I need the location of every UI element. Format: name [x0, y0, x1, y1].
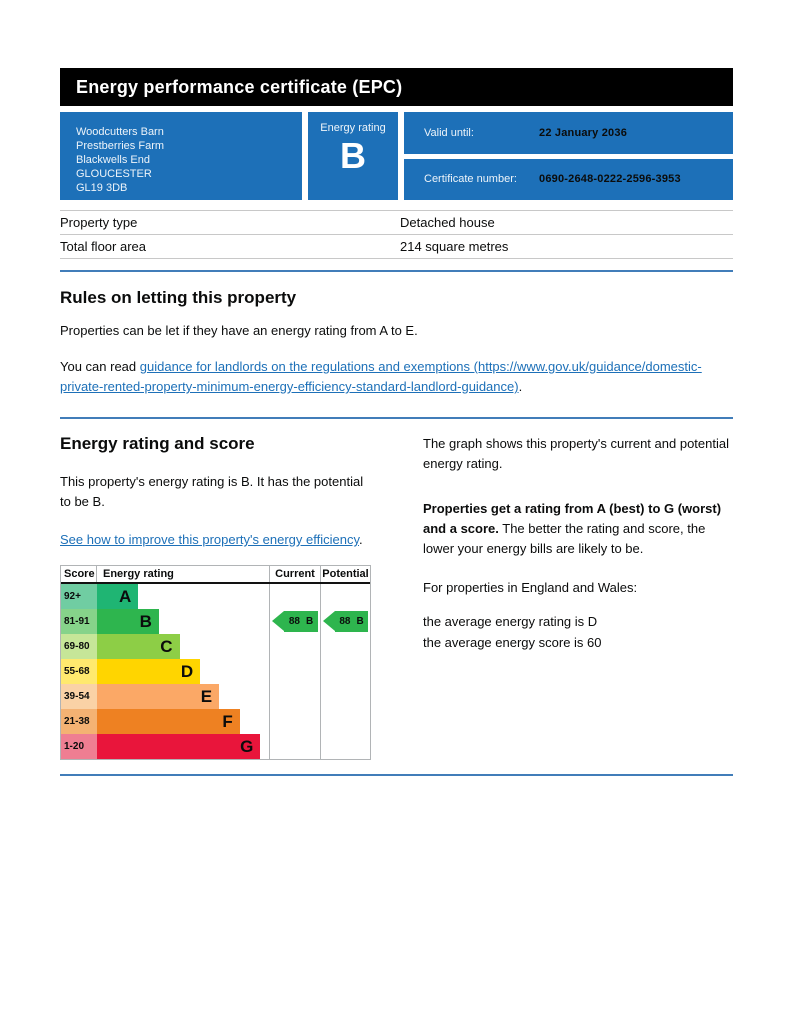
rules-section: [60, 288, 733, 397]
chart-header-energy-rating: Energy rating: [103, 568, 174, 580]
band-score-range: 92+: [61, 584, 97, 609]
potential-cell: [320, 709, 370, 734]
table-row: [60, 210, 733, 234]
potential-cell: [320, 634, 370, 659]
epc-rating-chart: [60, 565, 371, 760]
energy-rating-value: B: [340, 135, 366, 176]
average-score-line: the average energy score is 60: [423, 635, 602, 650]
band-letter: C: [160, 636, 173, 656]
address-line: Prestberries Farm: [76, 140, 165, 152]
band-bar-F: [97, 709, 240, 734]
floor-area-value: 214 square metres: [400, 239, 509, 254]
arrow-head-icon: [323, 611, 335, 631]
band-bar-cell: [97, 609, 269, 634]
band-score-range: 81-91: [61, 609, 97, 634]
current-cell: [269, 584, 320, 609]
band-bar-cell: [97, 734, 269, 759]
band-bar-B: [97, 609, 159, 634]
energy-rating-label: Energy rating: [320, 122, 386, 134]
valid-until-box: [404, 112, 733, 154]
band-bar-D: [97, 659, 200, 684]
improve-link-suffix: .: [358, 532, 363, 547]
section-divider: [60, 270, 733, 272]
arrow-letter: B: [356, 616, 364, 627]
rules-guidance-paragraph: [60, 357, 720, 397]
arrow-body: [284, 611, 318, 632]
band-bar-cell: [97, 659, 269, 684]
page-title: Energy performance certificate (EPC): [76, 76, 403, 97]
band-letter: A: [118, 586, 132, 606]
guidance-prefix: You can read: [60, 359, 140, 374]
improve-efficiency-link[interactable]: See how to improve this property's energy efficiency: [60, 532, 359, 547]
property-type-label: Property type: [60, 215, 138, 230]
chart-header-current: Current: [269, 566, 320, 582]
band-bar-cell: [97, 584, 269, 609]
epc-band-row-D: [61, 659, 370, 684]
rating-scale-bold: Properties get a rating from A (best) to G (worst) and a score.: [423, 501, 722, 536]
property-address-box: [60, 112, 302, 200]
section-divider: [60, 417, 733, 419]
energy-rating-box: [308, 112, 398, 200]
valid-until-value: 22 January 2036: [539, 126, 628, 139]
rules-paragraph: Properties can be let if they have an energy rating from A to E.: [60, 323, 418, 338]
average-figures: [423, 611, 733, 653]
band-score-range: 69-80: [61, 634, 97, 659]
arrow-score: 88: [339, 616, 351, 627]
address-line: GL19 3DB: [76, 182, 128, 194]
potential-cell: [320, 609, 370, 634]
current-cell: [269, 634, 320, 659]
arrow-letter: B: [305, 616, 314, 627]
average-rating-line: the average energy rating is D: [423, 614, 598, 629]
arrow-score: 88: [288, 616, 300, 627]
band-bar-C: [97, 634, 180, 659]
epc-band-row-B: [61, 609, 370, 634]
property-type-value: Detached house: [400, 215, 495, 230]
band-bar-E: [97, 684, 219, 709]
potential-cell: [320, 584, 370, 609]
band-score-range: 21-38: [61, 709, 97, 734]
band-letter: F: [222, 711, 233, 731]
arrow-body: [335, 611, 368, 632]
current-cell: [269, 684, 320, 709]
potential-cell: [320, 734, 370, 759]
current-cell: [269, 709, 320, 734]
band-letter: E: [200, 686, 213, 706]
rating-summary-paragraph: This property's energy rating is B. It has the potential to be B.: [60, 474, 364, 509]
landlord-guidance-link[interactable]: guidance for landlords on the regulations and exemptions (https://www.gov.uk/guidance/domestic-private-rented-property-minimum-energy-efficiency-standard-landlord-guidance): [60, 359, 702, 394]
certificate-title-bar: [60, 68, 733, 106]
rating-heading: Energy rating and score: [60, 434, 255, 453]
band-letter: D: [180, 661, 194, 681]
band-score-range: 39-54: [61, 684, 97, 709]
band-bar-A: [97, 584, 138, 609]
potential-cell: [320, 659, 370, 684]
section-divider: [60, 774, 733, 776]
improve-link-wrap: [60, 530, 365, 550]
certificate-number-label: Certificate number:: [424, 173, 517, 186]
epc-certificate-page: [60, 68, 733, 776]
epc-band-row-F: [61, 709, 370, 734]
graph-explainer-paragraph: The graph shows this property's current and potential energy rating.: [423, 436, 729, 471]
chart-body: [61, 584, 370, 759]
chart-header-potential: Potential: [320, 566, 370, 582]
band-score-range: 1-20: [61, 734, 97, 759]
rating-scale-rest: The better the rating and score, the lower your energy bills are likely to be.: [423, 521, 706, 556]
chart-header-score: Score: [61, 566, 97, 582]
rating-left-column: [60, 434, 423, 760]
property-facts-table: [60, 210, 733, 259]
energy-rating-score-section: [60, 434, 733, 760]
chart-header-row: [61, 566, 370, 584]
address-line: GLOUCESTER: [76, 168, 152, 180]
band-letter: G: [240, 736, 254, 756]
band-bar-G: [97, 734, 260, 759]
address-line: Blackwells End: [76, 154, 150, 166]
band-letter: B: [139, 611, 152, 631]
rating-arrow: [323, 611, 368, 632]
band-score-range: 55-68: [61, 659, 97, 684]
current-cell: [269, 659, 320, 684]
table-row: [60, 234, 733, 259]
epc-band-row-A: [61, 584, 370, 609]
arrow-head-icon: [272, 611, 284, 631]
epc-band-row-G: [61, 734, 370, 759]
certificate-number-value: 0690-2648-0222-2596-3953: [539, 173, 681, 186]
rules-heading: Rules on letting this property: [60, 288, 297, 307]
validity-panel: [404, 112, 733, 200]
current-cell: [269, 734, 320, 759]
rating-right-column: [423, 434, 733, 760]
epc-band-row-C: [61, 634, 370, 659]
rating-scale-paragraph: [423, 499, 733, 559]
floor-area-label: Total floor area: [60, 239, 146, 254]
potential-cell: [320, 684, 370, 709]
epc-band-row-E: [61, 684, 370, 709]
band-bar-cell: [97, 684, 269, 709]
band-bar-cell: [97, 709, 269, 734]
band-bar-cell: [97, 634, 269, 659]
address-line: Woodcutters Barn: [76, 126, 164, 138]
certificate-number-box: [404, 159, 733, 201]
current-cell: [269, 609, 320, 634]
guidance-suffix: .: [518, 379, 523, 394]
england-wales-paragraph: For properties in England and Wales:: [423, 580, 638, 595]
rating-arrow: [272, 611, 318, 632]
valid-until-label: Valid until:: [424, 126, 474, 139]
summary-panel: [60, 112, 733, 200]
